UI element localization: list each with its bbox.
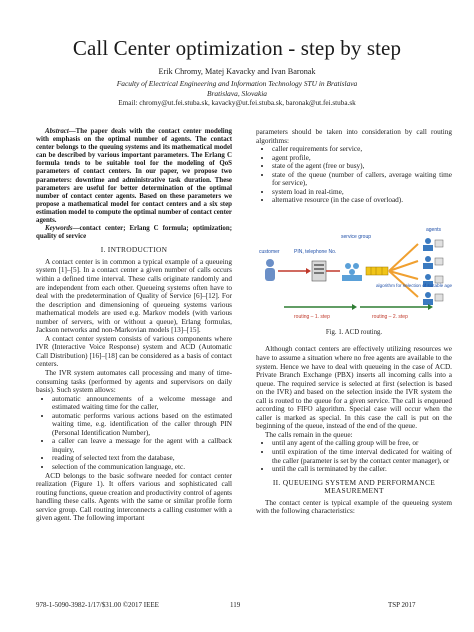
agent-icon — [423, 292, 443, 305]
intro-paragraph-2: A contact center system consists of various components where IVR (Interactive Voice Response) system and ACD (Automatic Call Distribution) [16]–[18] can be considered as a basis of contact centers. — [36, 334, 232, 369]
list-item: • automatic announcements of a welcome message and estimated waiting time for the caller, — [52, 395, 232, 412]
list-item: • until any agent of the calling group will be free, or — [272, 439, 452, 448]
keywords-text: —contact center; Erlang C formula; optimization; quality of service — [36, 225, 232, 241]
list-item: • until expiration of the time interval dedicated for waiting of the caller (parameter is set by the contact center manager), or — [272, 448, 452, 465]
left-column — [36, 128, 232, 523]
section-heading-line-1: II. QUEUEING SYSTEM AND PERFORMANCE — [272, 477, 436, 487]
footer-conference: TSP 2017 — [388, 601, 416, 609]
list-item: • alternative resource (in the case of overload). — [272, 196, 452, 205]
algorithm-label: algorithm for selection of suitable agent — [376, 282, 452, 288]
authors: Erik Chromy, Matej Kavacky and Ivan Baronak — [158, 67, 316, 76]
routing-parameters-list — [256, 145, 452, 205]
customer-label: customer — [259, 248, 280, 255]
list-item: • caller requirements for service, — [272, 145, 452, 154]
footer-isbn: 978-1-5090-3982-1/17/$31.00 ©2017 IEEE — [36, 601, 159, 609]
service-group-icon — [342, 263, 362, 281]
section-heading-introduction: I. INTRODUCTION — [100, 245, 168, 255]
ivr-features-list — [36, 395, 232, 472]
list-item: • reading of selected text from the database, — [52, 454, 232, 463]
routing-arrows — [389, 244, 418, 297]
footer-page-number: 119 — [230, 601, 241, 609]
right-paragraph-1: parameters should be taken into consideration by call routing algorithms: — [256, 128, 452, 145]
right-paragraph-2: Although contact centers are effectively utilizing resources we have to assume a situation where no free agents are available to the system. Hence we have to deal with queueing in the case of ACD. Private Branch Exchange (PBX) inserts all incoming calls into a queue. The required service is selected at first (selection is based on the IVR) and based on the selection inside the IVR system the call is routed to the queue for a given service. The call is enqueued according to FIFO algorithm. Special case will occur when the caller is marked as special. In this case the call is put on the beginning of the queue, instead of the end of the queue. — [256, 345, 452, 431]
list-item: • until the call is terminated by the caller. — [272, 465, 452, 474]
pin-label: PIN, telephone No. — [294, 248, 337, 255]
section-heading-queueing — [256, 479, 452, 496]
list-item: • system load in real-time, — [272, 188, 452, 197]
agents-label: agents — [426, 226, 442, 233]
list-item: • state of the agent (free or busy), — [272, 162, 452, 171]
intro-paragraph-3: The IVR system automates call processing and many of time-consuming tasks (performed by agents and supervisors on daily basis). Such system allows: — [36, 368, 232, 395]
intro-paragraph-4: ACD belongs to the basic software needed for contact center realization (Figure 1). It offers various and sophisticated call routing functions, queue creation and productivity control of agents handling these calls. Agents with the same or similar profile form service group. Call routing interconnects a calling customer with a given agent. The following important — [36, 471, 232, 523]
keywords — [36, 225, 232, 241]
list-item: • automatic performs various actions based on the estimated waiting time, e.g. identification of the caller through PIN (Personal Identification Number), — [52, 412, 232, 438]
abstract-text: —The paper deals with the contact center modeling with emphasis on the optimal number of agents. The contact center belongs to the queuing systems and its mathematical model can be described by various important parameters. The Erlang C formula tends to be suitable tool for the modeling of QoS parameters of contact centers. In our paper, we propose two parameters: downtime and administrative task duration. These parameters are useful for better determination of the optimal number of contact center agents. Based on these parameters we propose a mathematical model for contact centers and a six step estimation model to compute the optimal number of contact center agents. — [36, 128, 232, 225]
agent-icon — [423, 256, 443, 269]
agent-icon — [423, 238, 443, 251]
list-item: • agent profile, — [272, 154, 452, 163]
acd-routing-diagram — [256, 211, 452, 327]
abstract-label: Abstract — [45, 128, 69, 135]
email-line: Email: chromy@ut.fei.stuba.sk, kavacky@ut.fei.stuba.sk, baronak@ut.fei.stuba.sk — [118, 99, 356, 107]
affiliation-line-1: Faculty of Electrical Engineering and Information Technology STU in Bratislava — [116, 79, 358, 88]
service-group-label: service group — [341, 233, 372, 240]
queue-conditions-list — [256, 439, 452, 473]
pbx-icon — [312, 261, 326, 281]
right-column — [256, 128, 452, 516]
figure-caption: Fig. 1. ACD routing. — [325, 328, 383, 336]
queue-icon — [366, 267, 388, 275]
paper-title: Call Center optimization - step by step — [72, 36, 402, 60]
section-heading-line-2: MEASUREMENT — [324, 486, 384, 496]
list-item: • a caller can leave a message for the agent with a callback inquiry, — [52, 437, 232, 454]
customer-icon — [265, 259, 275, 281]
routing-step1-label: routing – 1. step — [294, 313, 330, 320]
affiliation-line-2: Bratislava, Slovakia — [207, 89, 267, 98]
intro-paragraph-1: A contact center is in common a typical example of a queueing system [1]–[5]. In a contact center a given number of calls occurs within a defined time interval. These calls originate randomly and are independent from each other. Queueing systems often have to deal with the predetermination of Quality of Service [6]–[12]. For the description and dimensioning of queueing systems various mathematical models are used e.g. Markov models (with various number of servers, with or without a queue), Erlang formulas, Jackson networks and non-Markovian models [13]–[15]. — [36, 257, 232, 335]
list-item: • state of the queue (number of callers, average waiting time for service), — [272, 171, 452, 188]
figure-acd-routing — [256, 211, 452, 327]
abstract — [36, 128, 232, 225]
routing-step2-label: routing – 2. step — [372, 313, 408, 320]
right-paragraph-4: The contact center is typical example of the queueing system with the following characteristics: — [256, 498, 452, 516]
keywords-label: Keywords — [45, 225, 73, 233]
list-item: • selection of the communication language, etc. — [52, 463, 232, 472]
right-paragraph-3: The calls remain in the queue: — [265, 430, 353, 439]
